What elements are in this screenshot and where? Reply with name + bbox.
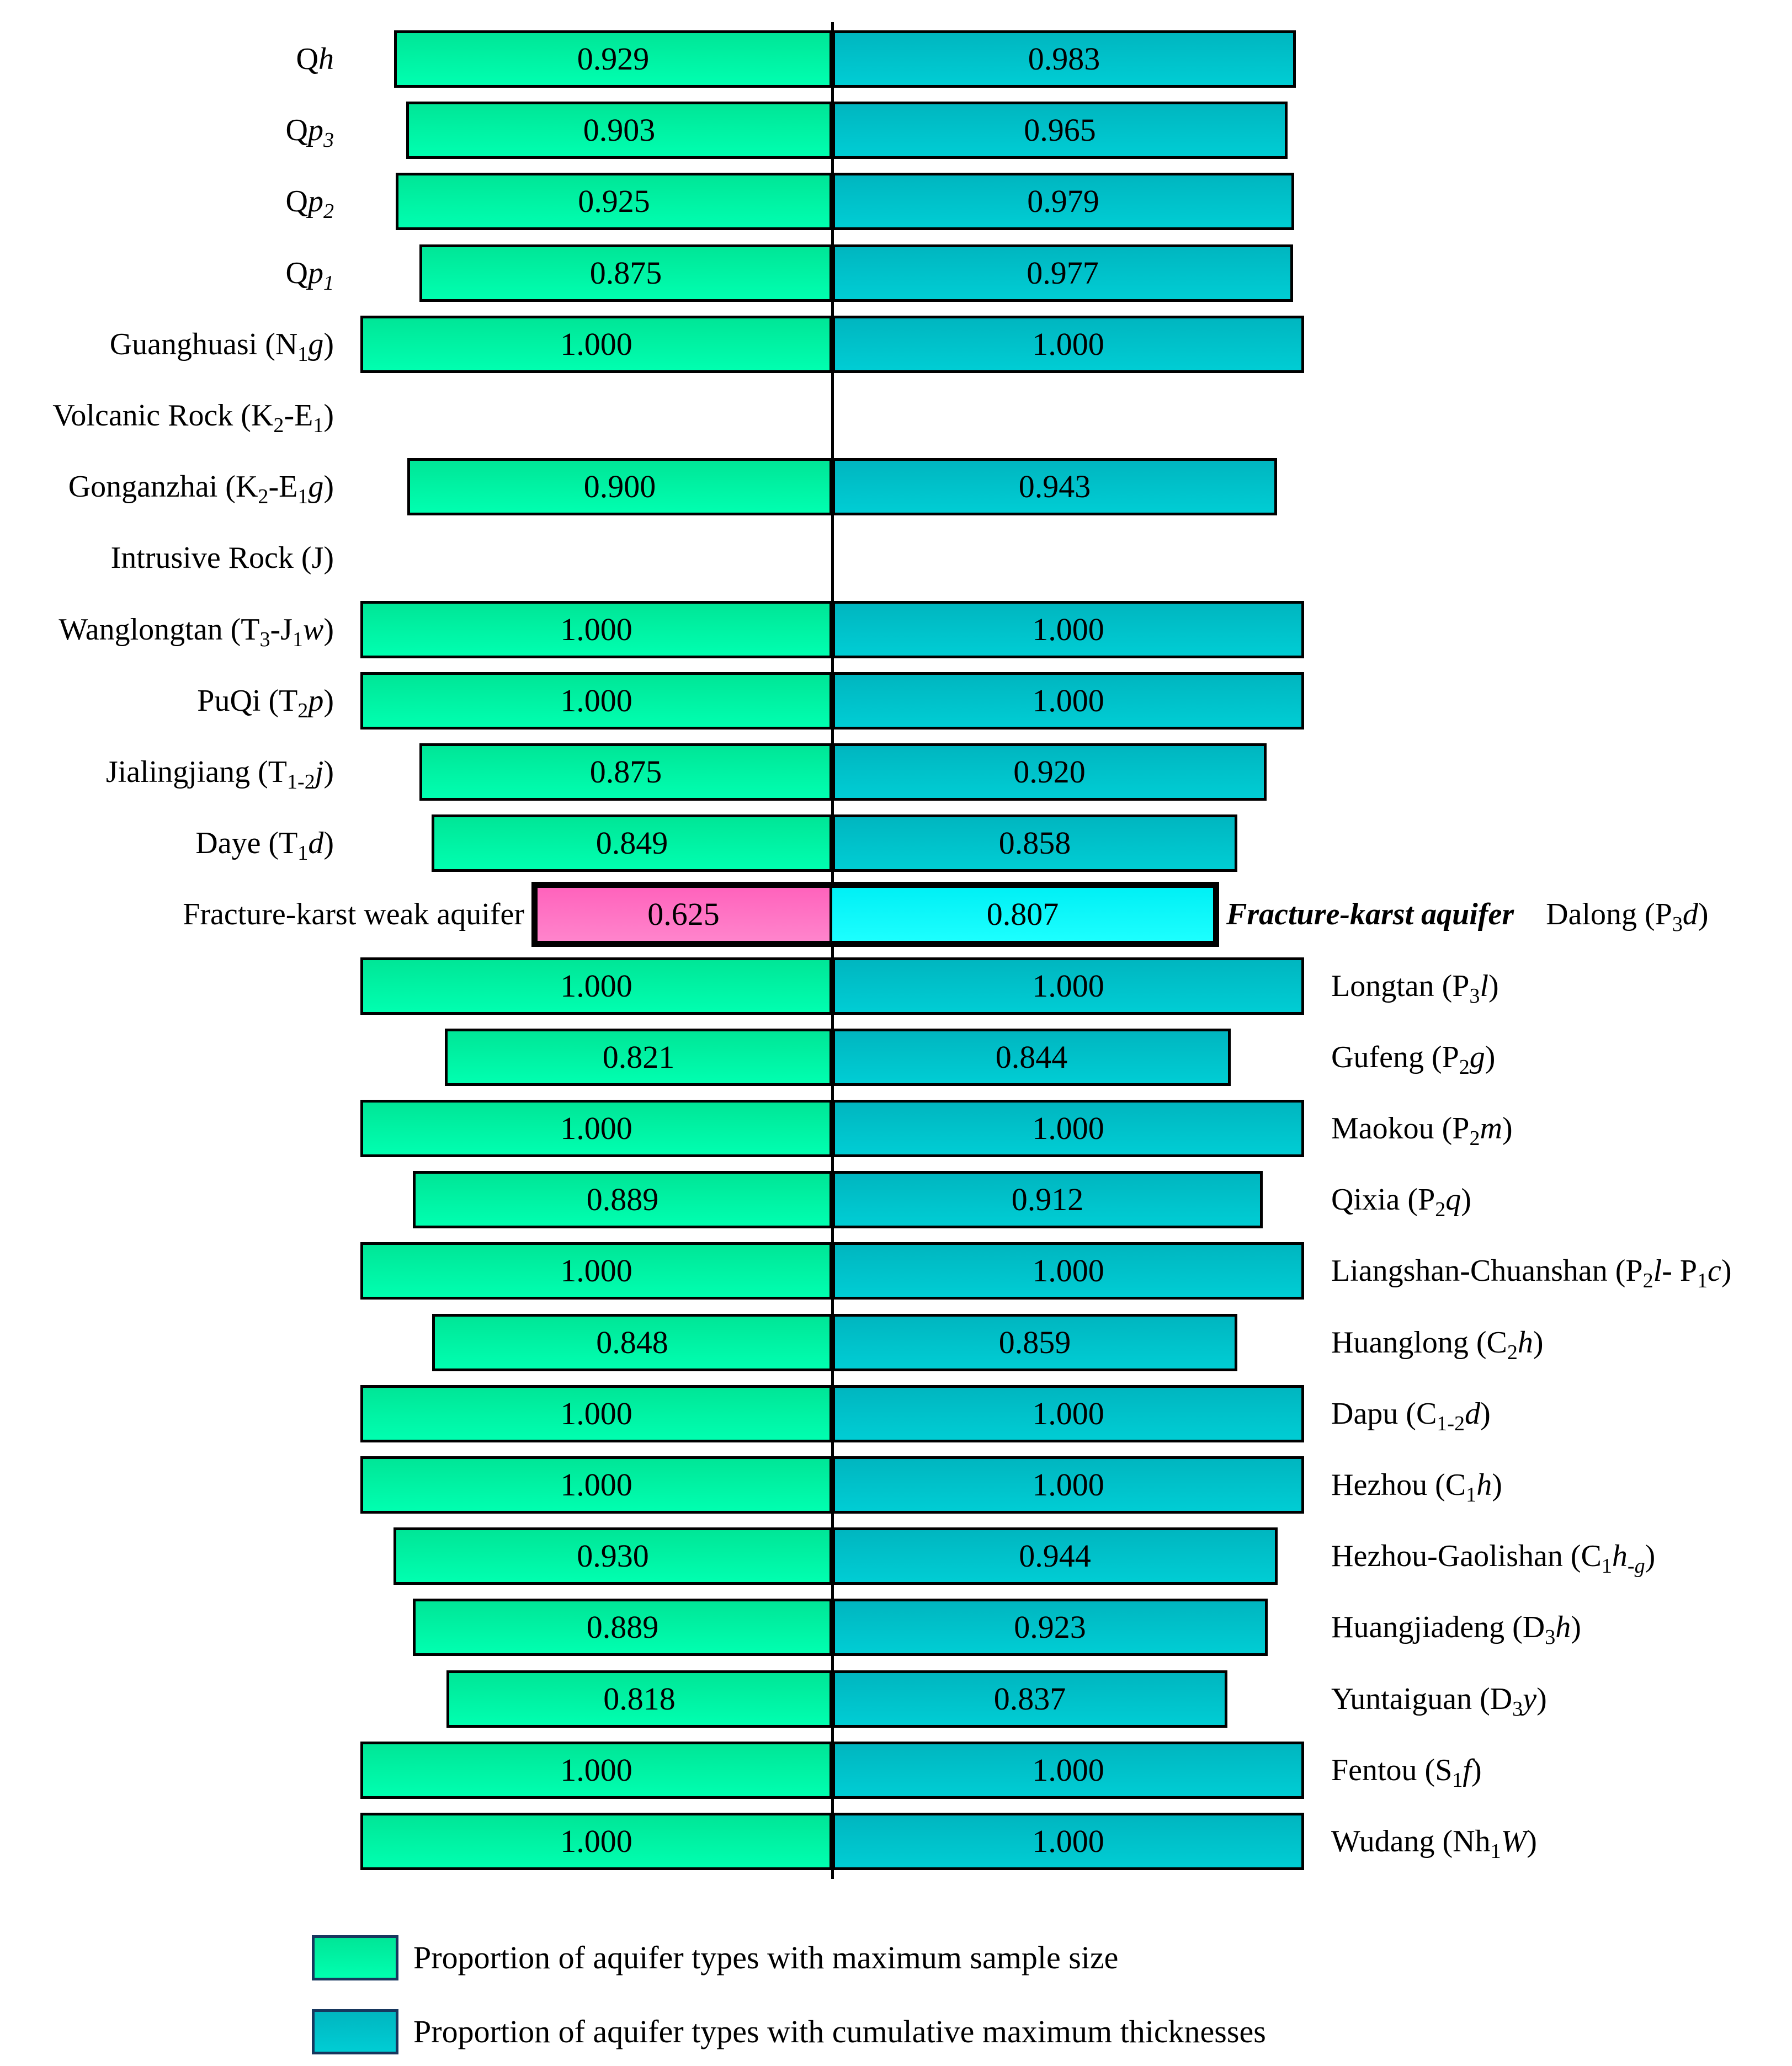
cumulative-thickness-bar (832, 102, 1288, 159)
sample-size-value: 0.848 (596, 1324, 668, 1360)
sample-size-bar (360, 957, 832, 1015)
cumulative-thickness-value: 0.979 (1027, 183, 1099, 219)
row-label-left: $Qp_3$ (285, 113, 334, 152)
sample-size-bar (432, 1314, 832, 1371)
row-label-right: Wudang $(Nh_1W)$ (1331, 1824, 1537, 1863)
sample-size-bar (360, 1242, 832, 1300)
cumulative-thickness-value: 0.837 (993, 1681, 1066, 1717)
sample-size-value: 1.000 (560, 968, 632, 1004)
cumulative-thickness-bar (832, 1742, 1304, 1799)
sample-size-bar (407, 458, 832, 515)
sample-size-bar (360, 1742, 832, 1799)
sample-size-bar (419, 743, 832, 801)
row-label-right: Maokou $(P_2m)$ (1331, 1111, 1513, 1151)
cumulative-thickness-value: 1.000 (1032, 326, 1104, 362)
sample-size-value: 1.000 (560, 1253, 632, 1288)
cumulative-thickness-value: 0.944 (1019, 1538, 1091, 1574)
sample-size-value: 0.930 (577, 1538, 649, 1574)
sample-size-bar (360, 316, 832, 373)
legend-item (312, 1935, 1118, 1980)
cumulative-thickness-value: 1.000 (1032, 683, 1104, 718)
cumulative-thickness-value: 1.000 (1032, 968, 1104, 1004)
sample-size-bar (396, 173, 832, 230)
sample-size-bar (419, 244, 832, 302)
cumulative-thickness-value: 1.000 (1032, 611, 1104, 647)
row-label-right: Liangshan-Chuanshan ($P_2l-$ $P_1c$) (1331, 1254, 1732, 1293)
sample-size-value: 0.849 (595, 825, 668, 861)
sample-size-value: 0.875 (589, 255, 662, 291)
cumulative-thickness-bar (832, 1029, 1231, 1086)
cumulative-thickness-value: 1.000 (1032, 1396, 1104, 1431)
sample-size-bar (406, 102, 832, 159)
cumulative-thickness-value: 0.923 (1014, 1609, 1086, 1645)
sample-size-value: 0.889 (586, 1181, 659, 1217)
sample-size-bar (360, 1385, 832, 1442)
cumulative-thickness-value: 0.912 (1011, 1181, 1084, 1217)
cumulative-thickness-bar (832, 743, 1267, 801)
highlighted-row-outline (531, 882, 1219, 947)
cumulative-thickness-bar (832, 1670, 1227, 1728)
legend-swatch-cumulative-thickness (312, 2009, 398, 2054)
sample-size-value: 0.818 (603, 1681, 676, 1717)
sample-size-bar (360, 1456, 832, 1514)
row-label-left: Jialingjiang $(T_{1-2}j)$ (105, 755, 334, 794)
row-label-right: Hezhou-Gaolishan $(C_1h_{-g})$ (1331, 1539, 1656, 1578)
cumulative-thickness-bar (832, 601, 1304, 658)
cumulative-thickness-value: 0.977 (1027, 255, 1099, 291)
row-label-right: Huanglong $(C_2h)$ (1331, 1325, 1544, 1365)
row-label-right: Fentou $(S_1f)$ (1331, 1753, 1482, 1792)
row-label-right: Dapu $(C_{1-2}d)$ (1331, 1397, 1491, 1436)
cumulative-thickness-value: 1.000 (1032, 1253, 1104, 1288)
legend-item (312, 2009, 1266, 2054)
row-label-dalong: Dalong $(P_3d)$ (1546, 897, 1709, 936)
sample-size-value: 1.000 (560, 1110, 632, 1146)
cumulative-thickness-bar (832, 1527, 1278, 1585)
sample-size-bar (360, 1100, 832, 1157)
legend-swatch-sample-size (312, 1935, 398, 1980)
cumulative-thickness-bar (832, 30, 1296, 88)
legend-label: Proportion of aquifer types with cumulative maximum thicknesses (413, 2014, 1266, 2049)
sample-size-value: 1.000 (560, 611, 632, 647)
cumulative-thickness-value: 0.983 (1028, 41, 1100, 77)
sample-size-value: 0.875 (589, 754, 662, 790)
row-label-right: Yuntaiguan $(D_3y)$ (1331, 1682, 1547, 1721)
fracture-karst-weak-aquifer-annotation: Fracture-karst weak aquifer (183, 897, 524, 931)
sample-size-bar (394, 1527, 832, 1585)
cumulative-thickness-bar (832, 1171, 1263, 1228)
sample-size-value: 1.000 (560, 1467, 632, 1503)
row-label-right: Huangjiadeng $(D_3h)$ (1331, 1610, 1581, 1649)
row-label-left: Qh (296, 42, 334, 76)
fracture-karst-aquifer-bar: 0.807 (832, 888, 1213, 941)
cumulative-thickness-bar (832, 1599, 1268, 1656)
sample-size-bar (360, 1813, 832, 1870)
sample-size-value: 0.929 (577, 41, 650, 77)
cumulative-thickness-value: 0.844 (995, 1039, 1068, 1075)
sample-size-bar (446, 1670, 832, 1728)
sample-size-value: 0.925 (578, 183, 650, 219)
sample-size-value: 0.821 (602, 1039, 675, 1075)
cumulative-thickness-bar (832, 1100, 1304, 1157)
row-label-left: $Qp_1$ (285, 256, 334, 295)
sample-size-bar (413, 1599, 832, 1656)
sample-size-value: 0.900 (583, 468, 656, 504)
cumulative-thickness-bar (832, 173, 1294, 230)
sample-size-bar (413, 1171, 832, 1228)
sample-size-bar (445, 1029, 832, 1086)
cumulative-thickness-bar (832, 1813, 1304, 1870)
cumulative-thickness-value: 0.859 (998, 1324, 1071, 1360)
sample-size-value: 1.000 (560, 683, 632, 718)
row-label-right: Hezhou $(C_1h)$ (1331, 1468, 1502, 1507)
cumulative-thickness-bar (832, 672, 1304, 730)
legend-label: Proportion of aquifer types with maximum sample size (413, 1940, 1119, 1976)
sample-size-value: 0.889 (586, 1609, 659, 1645)
cumulative-thickness-value: 1.000 (1032, 1823, 1104, 1859)
fracture-karst-aquifer-annotation: Fracture-karst aquifer (1226, 897, 1514, 931)
cumulative-thickness-bar (832, 1314, 1237, 1371)
row-label-right: Gufeng $(P_2g)$ (1331, 1040, 1496, 1079)
cumulative-thickness-value: 1.000 (1032, 1467, 1104, 1503)
cumulative-thickness-bar (832, 957, 1304, 1015)
cumulative-thickness-value: 1.000 (1032, 1110, 1104, 1146)
cumulative-thickness-value: 1.000 (1032, 1752, 1104, 1788)
cumulative-thickness-value: 0.858 (998, 825, 1071, 861)
row-label-right: Qixia $(P_2q)$ (1331, 1183, 1471, 1222)
cumulative-thickness-bar (832, 1456, 1304, 1514)
sample-size-bar (360, 672, 832, 730)
fracture-karst-weak-aquifer-bar: 0.625 (538, 888, 832, 941)
sample-size-value: 1.000 (560, 326, 632, 362)
sample-size-bar (394, 30, 832, 88)
cumulative-thickness-bar (832, 316, 1304, 373)
row-label-left: Intrusive Rock (J) (110, 541, 334, 575)
cumulative-thickness-bar (832, 458, 1277, 515)
row-label-left: $Qp_2$ (285, 184, 334, 223)
sample-size-value: 1.000 (560, 1823, 632, 1859)
sample-size-bar (432, 814, 832, 872)
sample-size-value: 1.000 (560, 1396, 632, 1431)
row-label-left: Daye $(T_1d)$ (195, 826, 334, 865)
sample-size-value: 0.903 (583, 112, 656, 148)
cumulative-thickness-bar (832, 244, 1293, 302)
cumulative-thickness-value: 0.920 (1013, 754, 1086, 790)
sample-size-bar (360, 601, 832, 658)
cumulative-thickness-value: 0.965 (1024, 112, 1096, 148)
row-label-right: Longtan $(P_3l)$ (1331, 969, 1499, 1008)
cumulative-thickness-value: 0.943 (1018, 468, 1091, 504)
cumulative-thickness-bar (832, 1242, 1304, 1300)
cumulative-thickness-bar (832, 1385, 1304, 1442)
row-label-left: Gonganzhai $(K_2-E_1g)$ (68, 470, 334, 509)
row-label-left: Guanghuasi $(N_1g)$ (109, 327, 334, 366)
row-label-left: Volcanic Rock $(K_2-E_1)$ (52, 398, 334, 438)
row-label-left: PuQi $(T_2p)$ (197, 684, 334, 723)
sample-size-value: 1.000 (560, 1752, 632, 1788)
cumulative-thickness-bar (832, 814, 1237, 872)
fracture-karst-aquifer-annotation-group (1226, 882, 1709, 947)
row-label-left: Wanglongtan $(T_3-J_1w)$ (59, 613, 334, 652)
